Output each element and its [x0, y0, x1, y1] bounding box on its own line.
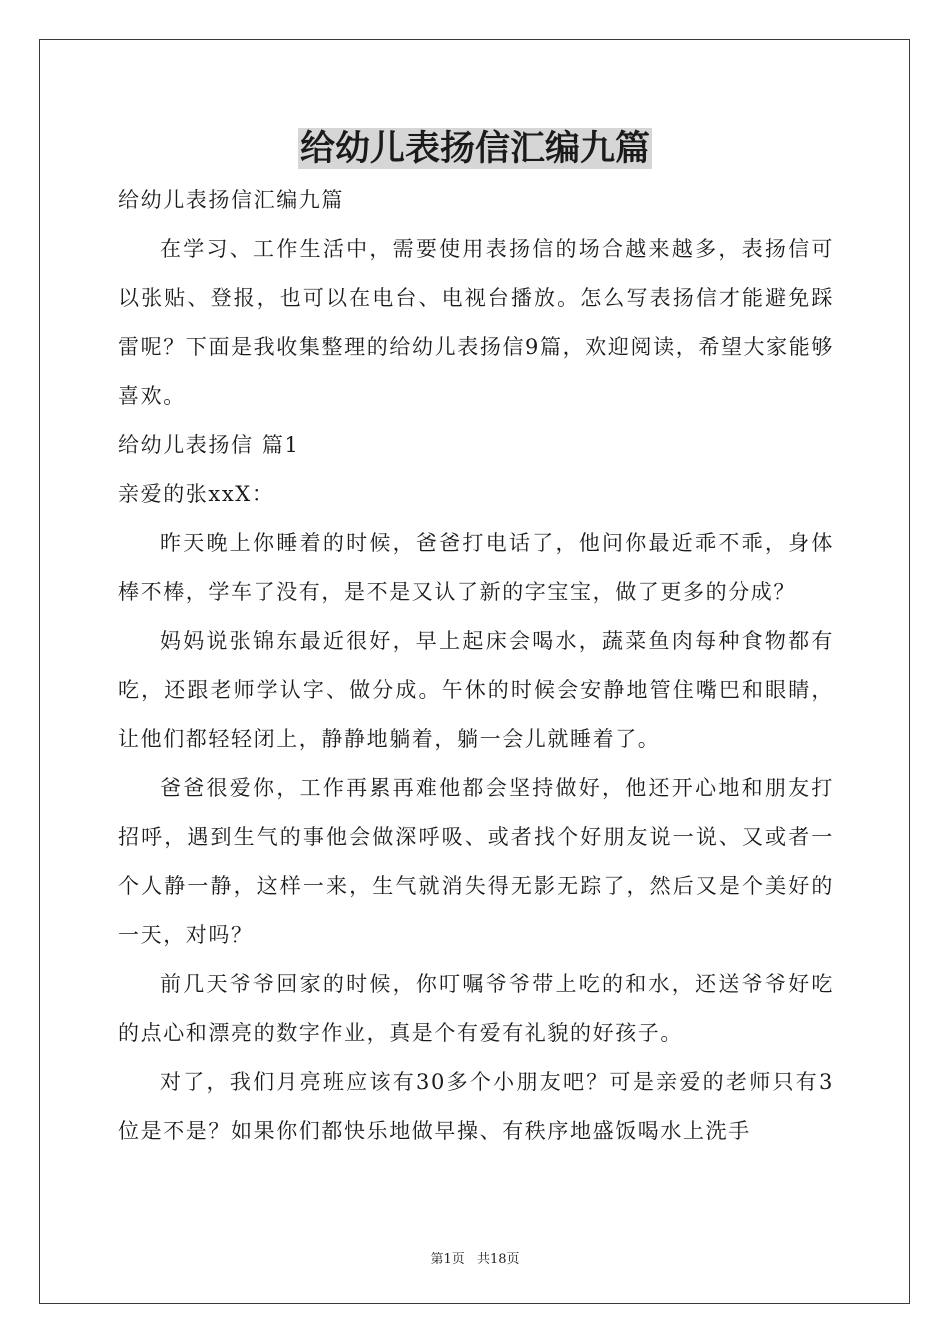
document-body: [118, 176, 834, 1156]
document-title-text: 给幼儿表扬信汇编九篇: [299, 128, 650, 169]
letter-salutation: 亲爱的张xxX：: [118, 482, 275, 506]
letter-paragraph: 昨天晚上你睡着的时候，爸爸打电话了，他问你最近乖不乖，身体棒不棒，学车了没有，是不是又认了新的字宝宝，做了更多的分成？: [118, 531, 834, 604]
section-heading: 给幼儿表扬信 篇1: [118, 433, 300, 457]
letter-paragraph: 对了，我们月亮班应该有30多个小朋友吧？可是亲爱的老师只有3位是不是？如果你们都快乐地做早操、有秩序地盛饭喝水上洗手: [118, 1070, 834, 1143]
page-number: 第1页: [430, 1252, 465, 1267]
page-total: 共18页: [476, 1252, 520, 1267]
letter-paragraph: 妈妈说张锦东最近很好，早上起床会喝水，蔬菜鱼肉每种食物都有吃，还跟老师学认字、做分成。午休的时候会安静地管住嘴巴和眼睛，让他们都轻轻闭上，静静地躺着，躺一会儿就睡着了。: [118, 629, 834, 751]
intro-paragraph: 在学习、工作生活中，需要使用表扬信的场合越来越多，表扬信可以张贴、登报，也可以在电台、电视台播放。怎么写表扬信才能避免踩雷呢？下面是我收集整理的给幼儿表扬信9篇，欢迎阅读，希望大家能够喜欢。: [118, 237, 834, 408]
page-footer: [0, 1248, 950, 1267]
letter-paragraph: 前几天爷爷回家的时候，你叮嘱爷爷带上吃的和水，还送爷爷好吃的点心和漂亮的数字作业，真是个有爱有礼貌的好孩子。: [118, 972, 834, 1045]
document-title: [0, 124, 950, 174]
document-subtitle: 给幼儿表扬信汇编九篇: [118, 188, 344, 212]
letter-paragraph: 爸爸很爱你，工作再累再难他都会坚持做好，他还开心地和朋友打招呼，遇到生气的事他会做深呼吸、或者找个好朋友说一说、又或者一个人静一静，这样一来，生气就消失得无影无踪了，然后又是个美好的一天，对吗？: [118, 776, 834, 947]
